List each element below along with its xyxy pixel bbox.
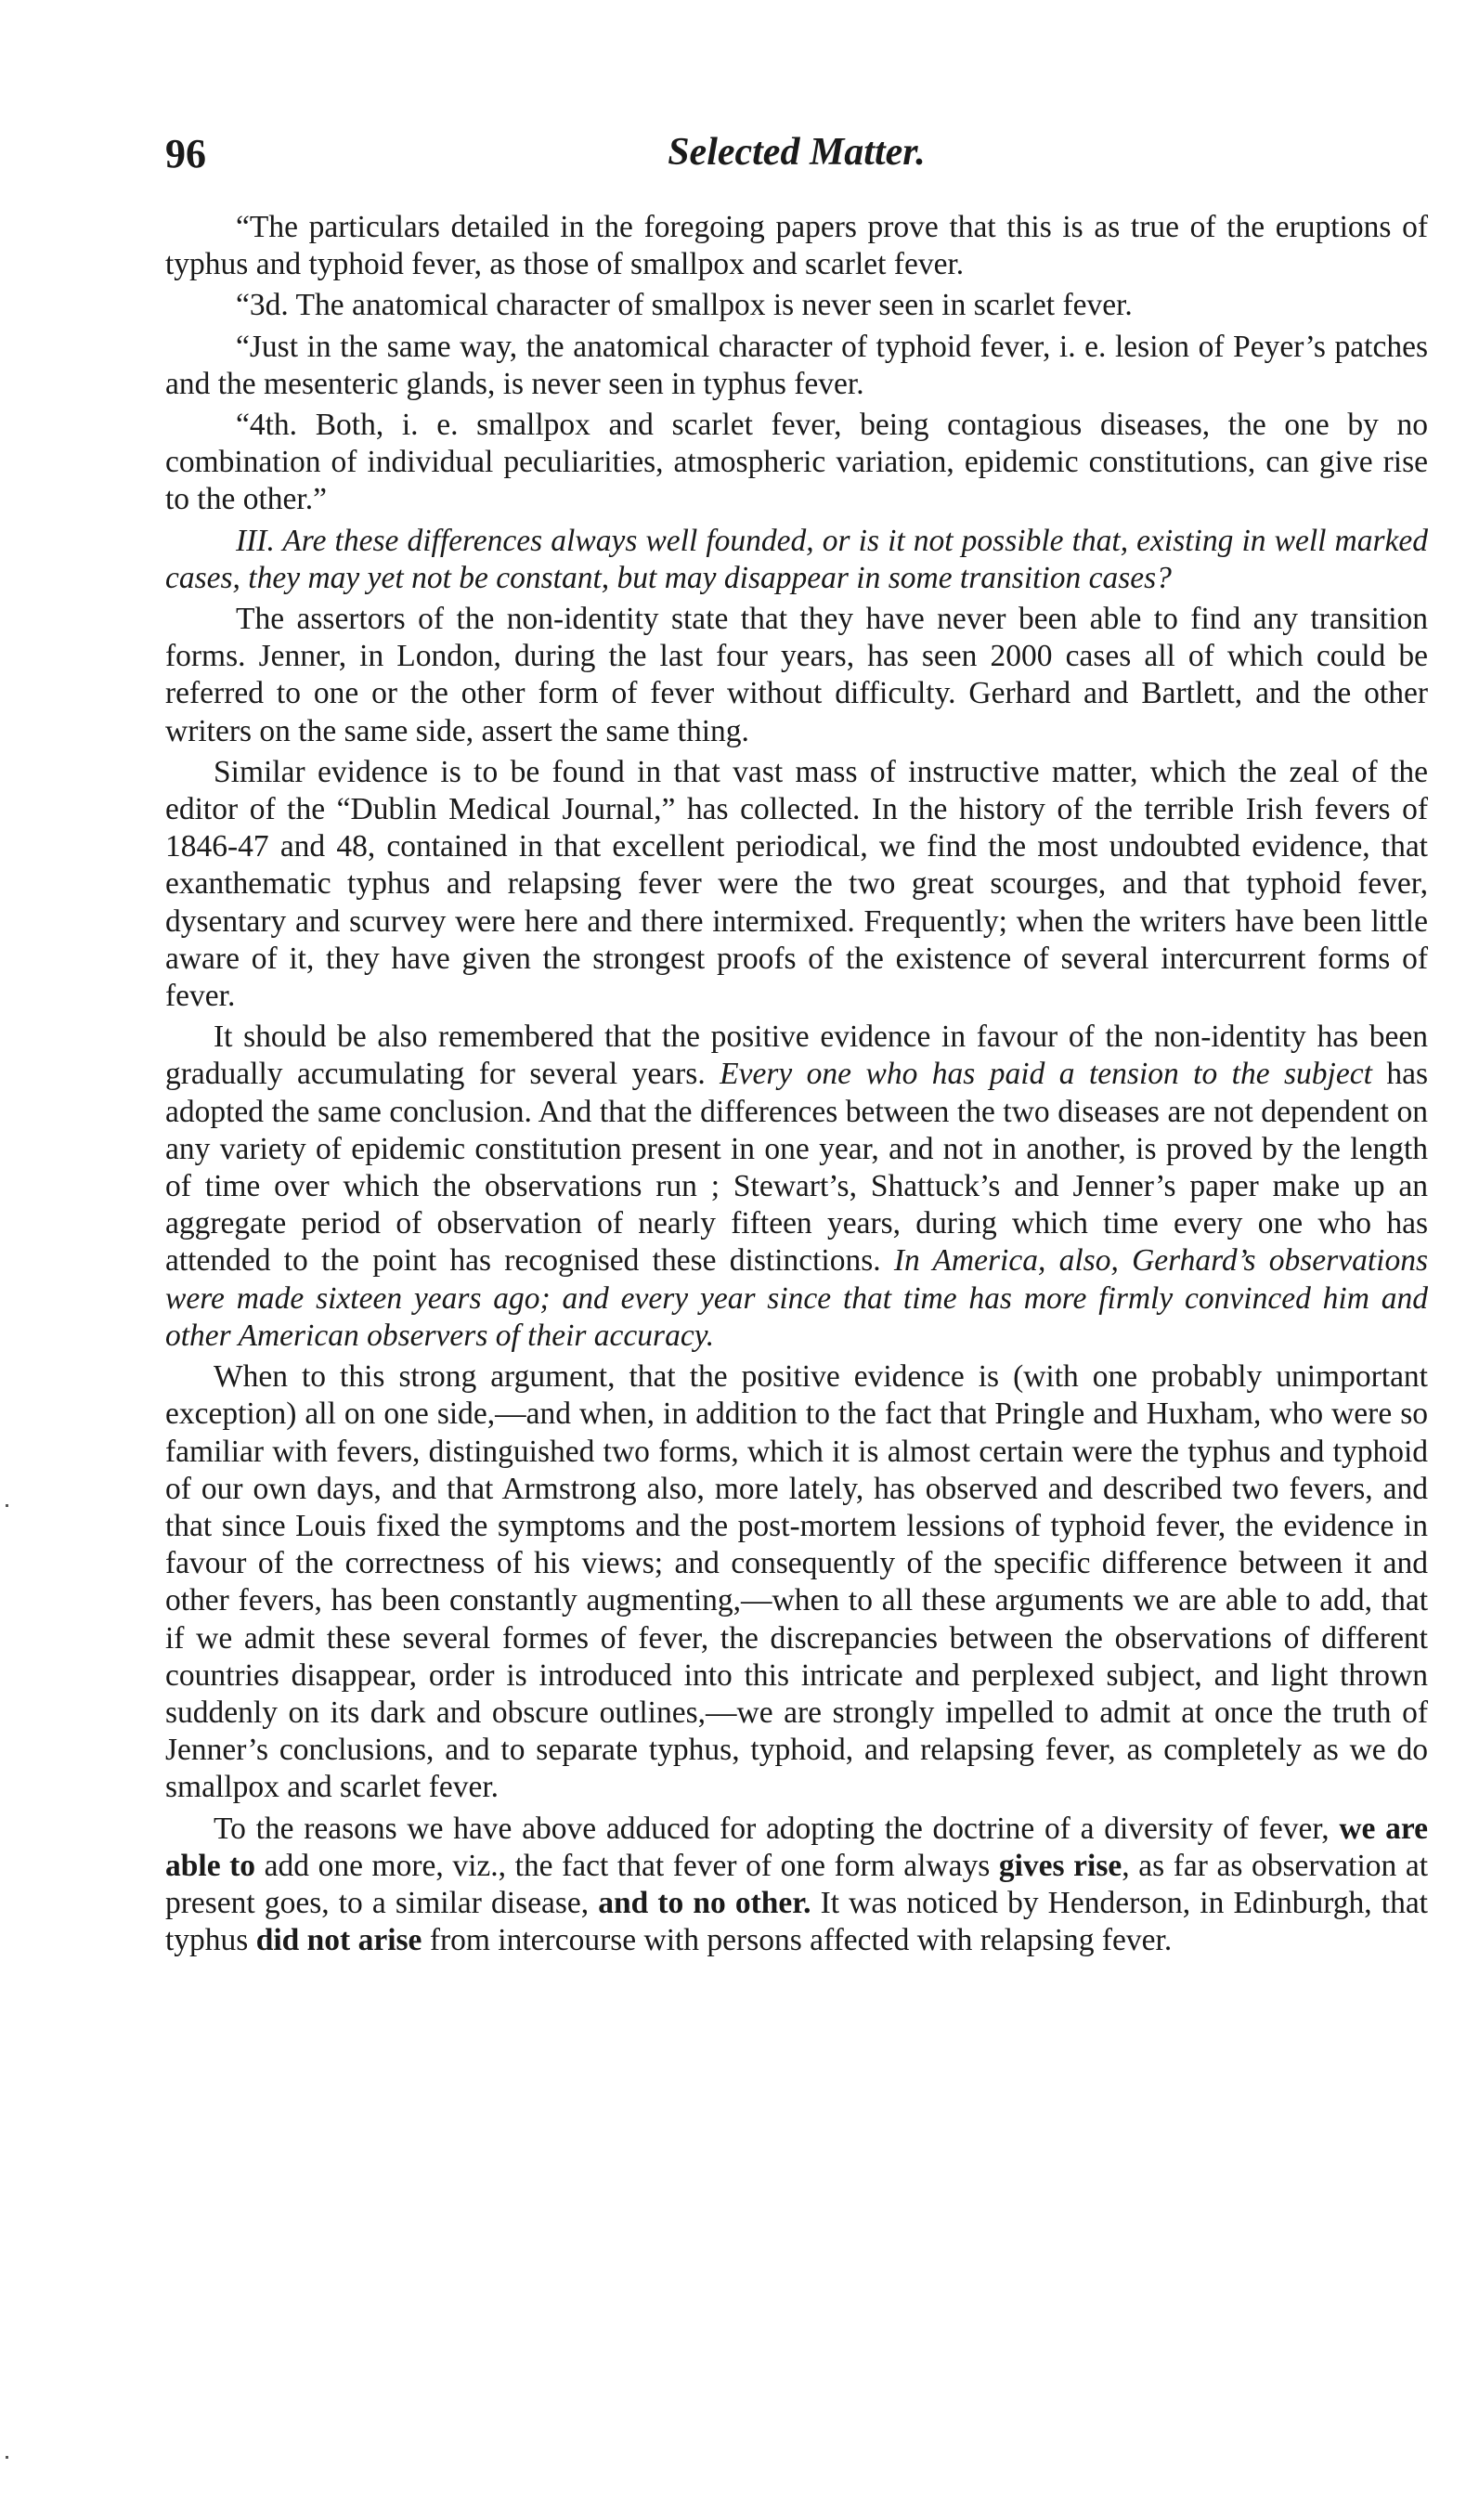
scan-speck (6, 2456, 8, 2459)
bold-text: did not arise (255, 1923, 422, 1958)
paragraph: The assertors of the non-identity state that they have never been able to find any transition forms. Jenner, in London, during the last four years, has seen 2000 cases all of which could be referred to one or the other form of fever without difficulty. Gerhard and Bartlett, and the other writers on the same side, assert the same thing. (165, 602, 1428, 748)
page-header (165, 130, 1428, 186)
section-question: III. Are these differences always well founded, or is it not possible that, existing in well marked cases, they may yet not be constant, but may disappear in some transition cases? (165, 523, 1428, 595)
bold-text: we are able to (165, 1811, 1429, 1883)
italic-text: In America, also, Gerhard’s observations were made sixteen years ago; and every year since that time has more firmly convinced him and other American observers of their accuracy. (165, 1243, 1428, 1353)
text-run: To the reasons we have above adduced for adopting the doctrine of a diversity of fever, (214, 1811, 1340, 1846)
italic-text: Every one who has paid a tension to the subject (720, 1057, 1372, 1092)
text-run: from intercourse with persons affected with relapsing fever. (422, 1923, 1173, 1958)
text-run: has adopted the same conclusion. And that the differences between the two diseases are not dependent on any variety of epidemic constitution present in one year, and not in another, is proved by the length of time over which the observations run ; Stewart’s, Shattuck’s and Jenner’s paper make up an aggregate period of observation of nearly fifteen years, during which time every one who has attended to the point has recognised these distinctions. (165, 1057, 1429, 1279)
paragraph: When to this strong argument, that the positive evidence is (with one probably unimportant exception) all on one side,—and when, in addition to the fact that Pringle and Huxham, who were so familiar with fevers, distinguished two forms, which it is almost certain were the typhus and typhoid of our own days, and that Armstrong also, more lately, has observed and described two fevers, and that since Louis fixed the symptoms and the post-mortem lessions of typhoid fever, the evidence in favour of the correctness of his views; and consequently of the specific difference between it and other fevers, has been constantly augmenting,—when to all these arguments we are able to add, that if we admit these several formes of fever, the discrepancies between the observations of different countries disappear, order is introduced into this intricate and perplexed subject, and light thrown suddenly on its dark and obscure outlines,—we are strongly impelled to admit at once the truth of Jenner’s conclusions, and to separate typhus, typhoid, and relapsing fever, as completely as we do smallpox and scarlet fever. (165, 1359, 1428, 1805)
body-text (165, 209, 1428, 1963)
paragraph (165, 1811, 1428, 1960)
bold-text: gives rise (998, 1848, 1122, 1883)
running-head: Selected Matter. (668, 131, 926, 174)
bold-text: and to no other. (598, 1885, 811, 1920)
scan-speck (6, 1504, 8, 1507)
paragraph: “The particulars detailed in the foregoing papers prove that this is as true of the eruptions of typhus and typhoid fever, as those of smallpox and scarlet fever. (165, 210, 1428, 282)
paragraph: Similar evidence is to be found in that vast mass of instructive matter, which the zeal of the editor of the “Dublin Medical Journal,” has collected. In the history of the terrible Irish fevers of 1846-47 and 48, contained in that excellent periodical, we find the most undoubted evidence, that exanthematic typhus and relapsing fever were the two great scourges, and that typhoid fever, dysentary and scurvey were here and there intermixed. Frequently; when the writers have been little aware of it, they have given the strongest proofs of the existence of several intercurrent forms of fever. (165, 754, 1428, 1014)
text-run: , as far as observation at present goes, to a similar disease, (165, 1848, 1429, 1920)
paragraph (165, 1019, 1428, 1355)
text-run: It should be also remembered that the positive evidence in favour of the non-identity has been gradually accumulating for several years. (165, 1020, 1428, 1092)
text-run: add one more, viz., the fact that fever of one form always (255, 1848, 999, 1883)
page-number: 96 (165, 131, 206, 176)
text-run: It was noticed by Henderson, in Edinburgh, that typhus (165, 1885, 1428, 1958)
paragraph: “Just in the same way, the anatomical character of typhoid fever, i. e. lesion of Peyer’s patches and the mesenteric glands, is never seen in typhus fever. (165, 329, 1428, 401)
paragraph: “3d. The anatomical character of smallpox is never seen in scarlet fever. (236, 288, 1133, 323)
paragraph: “4th. Both, i. e. smallpox and scarlet fever, being contagious diseases, the one by no combination of individual peculiarities, atmospheric variation, epidemic constitutions, can give rise to the other.” (165, 408, 1428, 517)
